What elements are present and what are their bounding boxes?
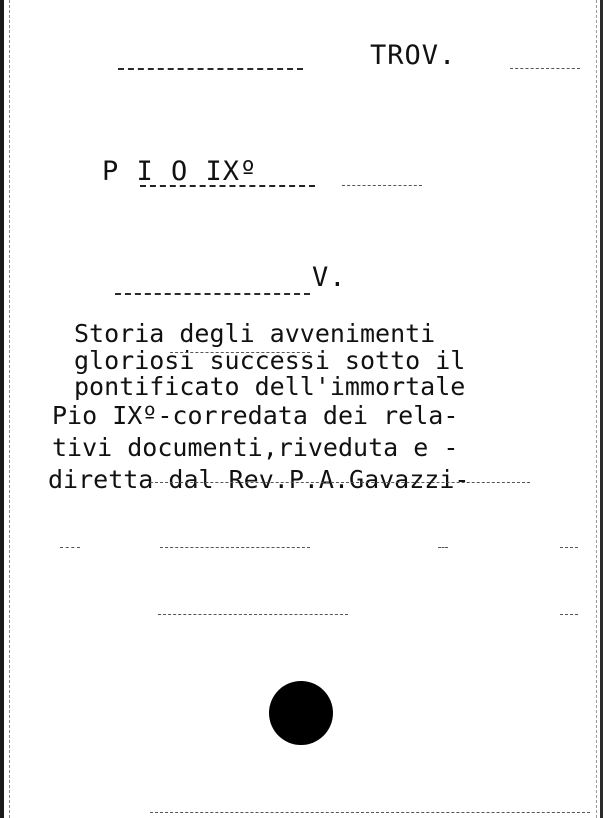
description-line-2: gloriosi successi sotto il — [74, 346, 466, 375]
fill-dashes-a2 — [160, 547, 310, 548]
card-right-rule — [596, 0, 597, 818]
location-trailing-dashes — [510, 68, 580, 69]
description-line-4: Pio IXº-corredata dei rela- — [52, 401, 459, 430]
card-left-rule — [9, 0, 10, 818]
description-line-6: diretta dal Rev.P.A.Gavazzi- — [48, 465, 470, 494]
fill-dashes-b1 — [158, 614, 348, 615]
description-underline-1 — [170, 352, 310, 353]
author-underline — [140, 185, 315, 187]
fill-dashes-b2 — [560, 614, 578, 615]
fill-dashes-a3 — [438, 547, 448, 548]
description-line-5: tivi documenti,riveduta e - — [52, 433, 459, 462]
description-underline-2 — [150, 482, 530, 483]
location-leader-dashes — [118, 68, 303, 70]
author-heading: P I O IXº — [102, 156, 258, 187]
card-left-edge — [0, 0, 4, 818]
author-trailing-dashes — [342, 185, 422, 186]
fill-dashes-a1 — [60, 547, 80, 548]
volume-label: V. — [312, 262, 347, 293]
volume-leader-dashes — [115, 293, 310, 295]
description-line-1: Storia degli avvenimenti — [74, 319, 436, 348]
fill-dashes-a4 — [560, 547, 578, 548]
location-label: TROV. — [370, 40, 457, 71]
fill-dashes-bottom — [150, 812, 590, 813]
description-line-3: pontificato dell'immortale — [74, 372, 466, 401]
punch-hole — [269, 681, 333, 745]
